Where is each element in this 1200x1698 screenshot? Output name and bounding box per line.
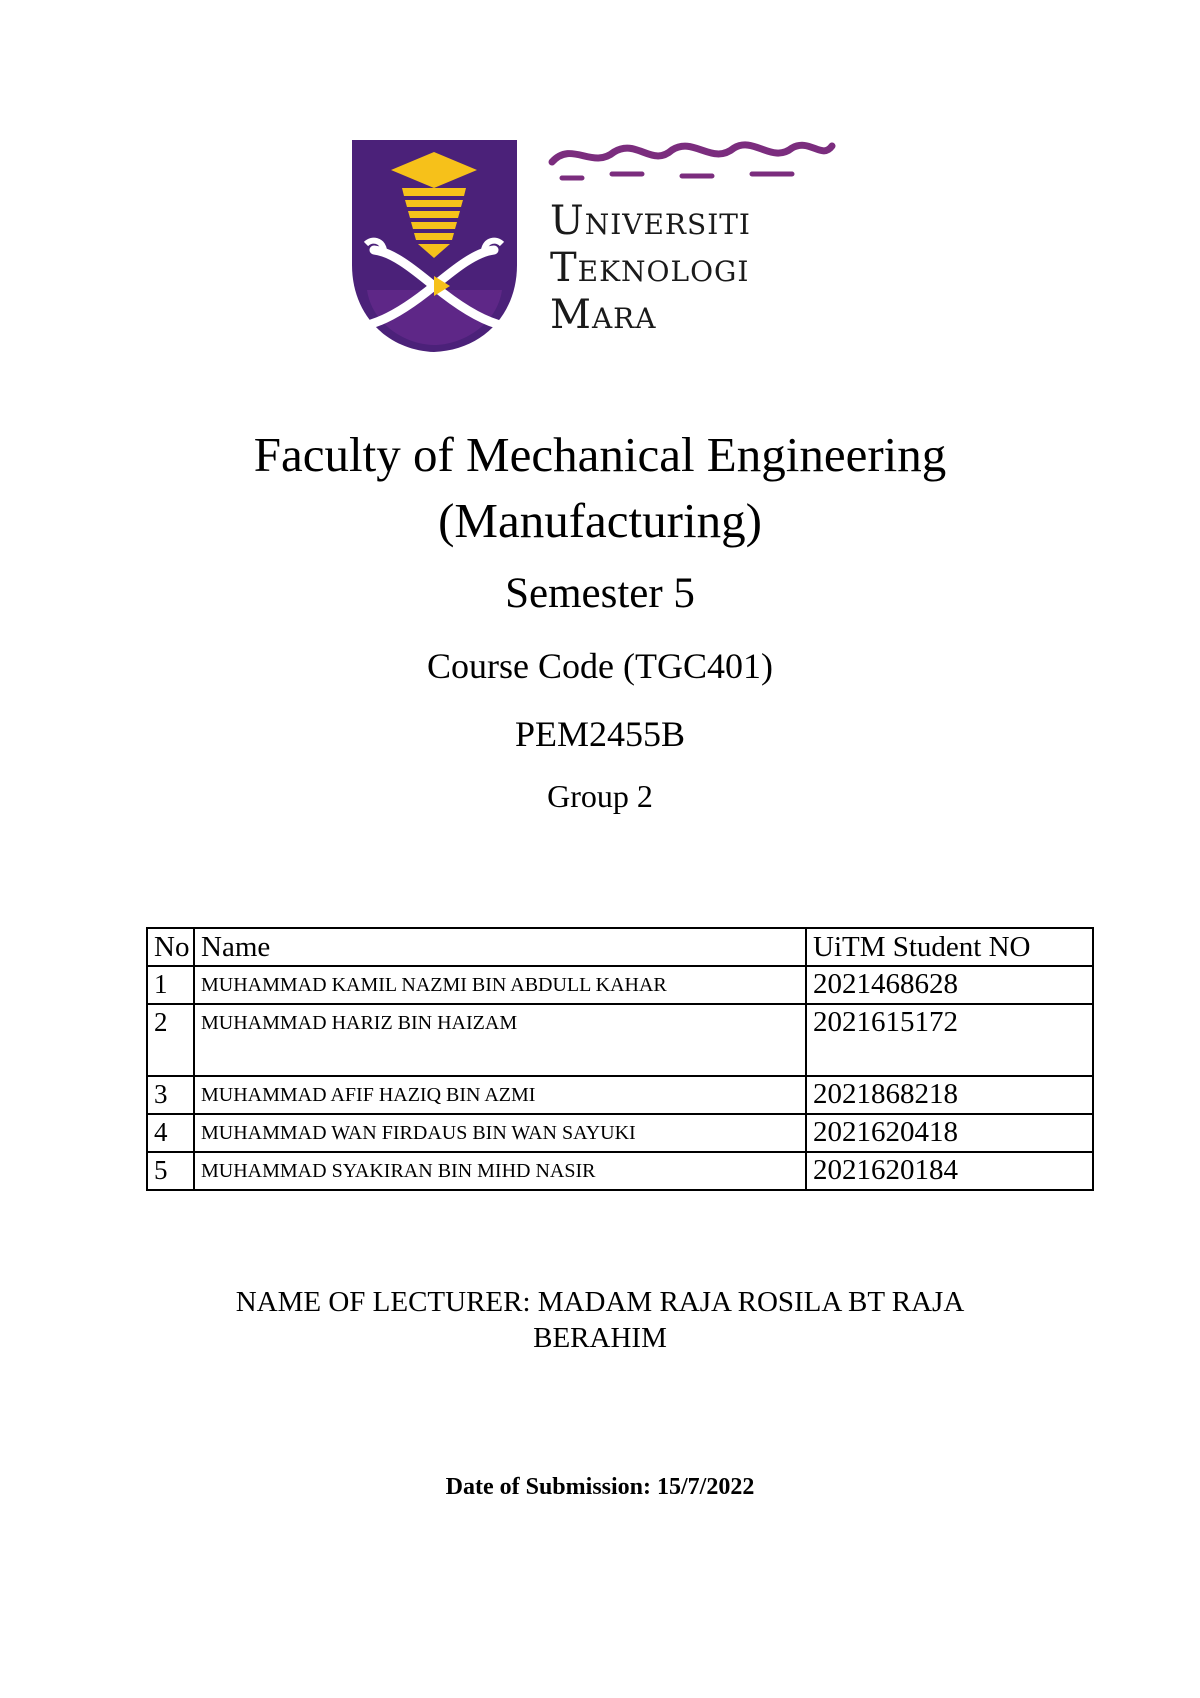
- course-code: Course Code (TGC401): [427, 646, 773, 686]
- row-student-no: 2021615172: [806, 1004, 1093, 1076]
- row-no: 5: [147, 1152, 194, 1190]
- table-row: [147, 1152, 1093, 1190]
- table-header-row: [147, 928, 1093, 966]
- university-name-line: Teknologi: [550, 245, 750, 291]
- row-name: MUHAMMAD AFIF HAZIQ BIN AZMI: [194, 1076, 806, 1114]
- lecturer-line2: BERAHIM: [533, 1322, 667, 1354]
- group-label: Group 2: [547, 778, 653, 814]
- lecturer-name: [0, 1284, 1200, 1356]
- header-name: Name: [194, 928, 806, 966]
- row-no: 3: [147, 1076, 194, 1114]
- row-name: MUHAMMAD WAN FIRDAUS BIN WAN SAYUKI: [194, 1114, 806, 1152]
- faculty-title: [0, 422, 1200, 554]
- header-student-no: UiTM Student NO: [806, 928, 1093, 966]
- row-student-no: 2021620418: [806, 1114, 1093, 1152]
- university-logo: [352, 140, 862, 355]
- header-no: No: [147, 928, 194, 966]
- university-name-line: Universiti: [550, 198, 751, 244]
- members-table: [146, 927, 1094, 1191]
- table-row: [147, 1076, 1093, 1114]
- faculty-title-line1: Faculty of Mechanical Engineering: [253, 427, 947, 482]
- submission-date: Date of Submission: 15/7/2022: [445, 1474, 755, 1500]
- row-student-no: 2021620184: [806, 1152, 1093, 1190]
- row-no: 1: [147, 966, 194, 1004]
- lecturer-line1: NAME OF LECTURER: MADAM RAJA ROSILA BT RAJA: [235, 1286, 965, 1318]
- faculty-title-line2: (Manufacturing): [438, 493, 762, 548]
- row-student-no: 2021468628: [806, 966, 1093, 1004]
- section-code: PEM2455B: [514, 714, 686, 754]
- table-row: [147, 1004, 1093, 1076]
- row-name: MUHAMMAD KAMIL NAZMI BIN ABDULL KAHAR: [194, 966, 806, 1004]
- row-no: 2: [147, 1004, 194, 1076]
- university-name-line: Mara: [550, 292, 657, 338]
- row-name: MUHAMMAD SYAKIRAN BIN MIHD NASIR: [194, 1152, 806, 1190]
- university-name: [550, 198, 751, 339]
- table-row: [147, 1114, 1093, 1152]
- semester-label: Semester 5: [505, 570, 695, 617]
- row-no: 4: [147, 1114, 194, 1152]
- row-name: MUHAMMAD HARIZ BIN HAIZAM: [194, 1004, 806, 1076]
- table-row: [147, 966, 1093, 1004]
- row-student-no: 2021868218: [806, 1076, 1093, 1114]
